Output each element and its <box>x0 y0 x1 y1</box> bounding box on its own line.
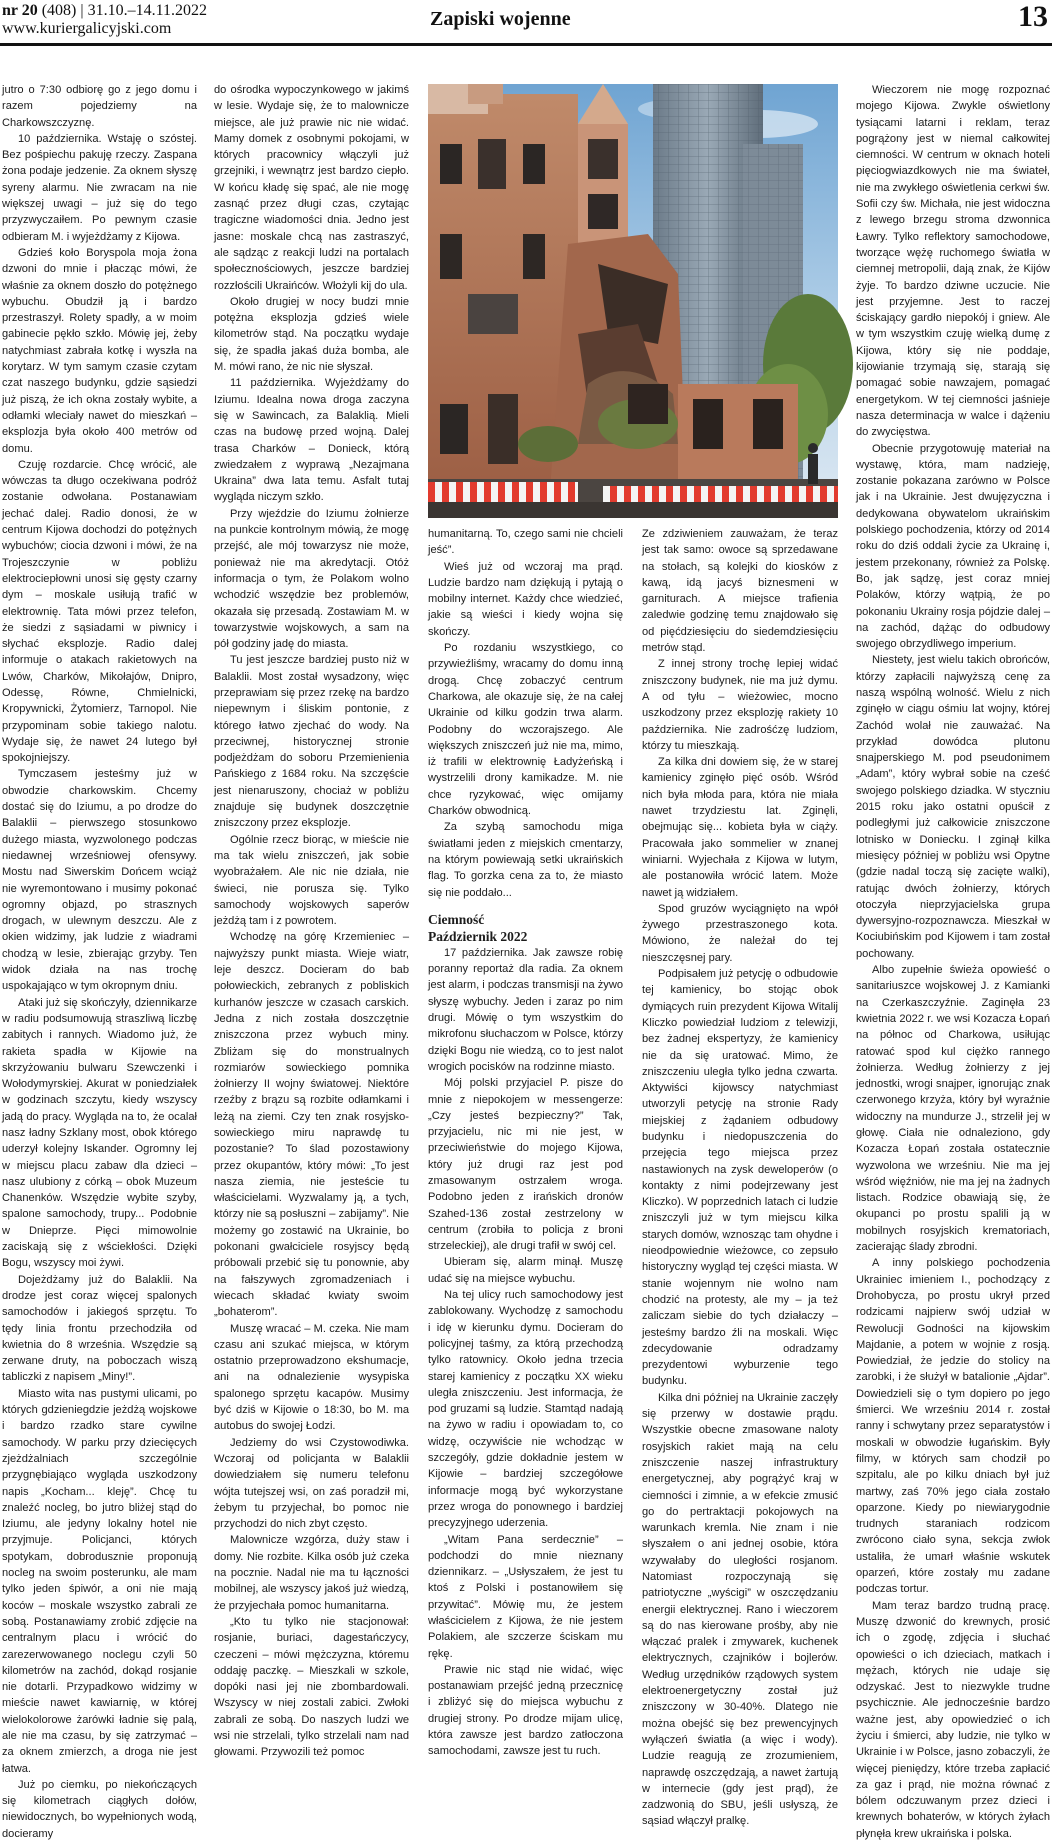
paragraph: Niestety, jest wielu takich obrońców, którzy zapłacili najwyższą cenę za naszą wspólną wolność. Wielu z nich zginęło w ciągu ośmiu lat wojny, której Zachód wolał nie zauważać. Na przykład dowódca plutonu snajperskiego M. pod pseudonimem „Adam”, który wybrał sobie na cześć swojego polskiego dziadka. W styczniu 2015 roku jako ostatni opuścił z podległymi już całkowicie zniszczone lotnisko w Doniecku. I zginął kilka miesięcy później w pobliżu wsi Opytne (gdzie nadal toczą się zacięte walki), ratując dwóch żołnierzy, których otoczyła nieprzyjacielska grupa dywersyjno-rozpoznawcza. Mieszkał w Kociubińskim pod Kijowem i tam został pochowany. <box>856 654 1050 960</box>
paragraph: Jedziemy do wsi Czystowodiwka. Wczoraj od policjanta w Balaklii dowiedziałem się numeru telefonu wójta tutejszej wsi, on zaś poradził mi, żebym tu przyjechał, bo pomoc nie przychodzi do nich zbyt często. <box>214 1436 409 1531</box>
paragraph: Mój polski przyjaciel P. pisze do mnie z niepokojem w messengerze: „Czy jesteś bezpieczny?” Tak, przyjacielu, nic mi nie jest, w przeciwieństwie do mojego Kijowa, który już drugi raz jest pod zmasowanym ostrzałem wroga. Podobno jeden z irańskich dronów Szahed-136 został zestrzelony w centrum (zrobiła to policja z broni strzeleckiej), ale drugi trafił w swój cel. <box>428 1077 623 1253</box>
paragraph: Muszę wracać – M. czeka. Nie mam czasu ani szukać miejsca, w którym ostatnio przeprowadzono ekshumacje, ani na odnalezienie wysypiska spalonego sprzętu kacapów. Musimy być dziś w Kijowie o 18:30, bo M. ma autobus do swojej Łodzi. <box>214 1322 409 1433</box>
paragraph: „Witam Pana serdecznie” – podchodzi do mnie nieznany dziennikarz. – „Usłyszałem, że jest tu ktoś z Polski i postanowiłem się przywitać”. Mówię mu, że jestem właścicielem z Kijowa, że nie jestem Polakiem, ale szczerze ściskam mu rękę. <box>428 1533 623 1660</box>
section-title: Zapiski wojenne <box>430 8 571 30</box>
war-damaged-building-photo <box>428 84 838 518</box>
paragraph: 10 października. Wstaję o szóstej. Bez pośpiechu pakuję rzeczy. Zaspana żona podaje jedzenie. Za oknem słyszę syreny alarmu. Nie zwracam na nie większej uwagi – już się do tego przyzwyczaiłem. Po pewnym czasie odbieram M. i wyjeżdżamy z Kijowa. <box>2 132 197 243</box>
page-header <box>0 0 1052 46</box>
paragraph: Miasto wita nas pustymi ulicami, po których gdzieniegdzie jeżdżą wojskowe i bardzo rzadko stare cywilne samochody. W parku przy dziecięcych zjeżdżalniach szczególnie przygnębiająco wygląda uszkodzony napis „Kocham... kleję”. Chcę tu znaleźć nocleg, bo jutro bliżej stąd do Iziumu, ale jedyny lokalny hotel nie przyjmuje. Policjanci, których spotykam, dobrodusznie proponują nocleg na swoim posterunku, ale mam tylko jeden śpiwór, a oni nie mają koców – moskale wszystko zabrali ze sobą. Postanawiamy zrobić zdjęcie na centralnym placu i wrócić do zarezerwowanego noclegu czyli 50 kilometrów na zachód, dokąd rosjanie nie dotarli. Przypadkowo widzimy w mieście nawet kawiarnię, w której wielokolorowe żarówki ładnie się palą, ale nie ma czasu, by się zatrzymać – za oknem zmierzch, a droga nie jest łatwa. <box>2 1387 197 1775</box>
paragraph: do ośrodka wypoczynkowego w jakimś w lesie. Wydaje się, że to malownicze miejsce, ale już prawie nic nie widać. Mamy domek z osobnymi pokojami, w których pracownicy włączyli już grzejniki, i wewnątrz jest bardzo ciepło. W końcu kładę się spać, ale nie mogę zasnąć przez długi czas, czytając tragiczne wiadomości dnia. Jedno jest jasne: moskale chcą nas zastraszyć, ale sądząc z reakcji ludzi na portalach społecznościowych, jeszcze bardziej rozzłościli Ukraińców. Włożyli kij do ula. <box>214 84 409 292</box>
column-5 <box>856 82 1050 1840</box>
paragraph: Ze zdziwieniem zauważam, że teraz jest tak samo: owoce są sprzedawane na stołach, są kolejki do kiosków z kawą, idą jacyś biznesmeni w garniturach. A miejsce trafienia zaledwie godzinę temu znajdowało się od pięćdziesięciu do siedemdziesięciu metrów stąd. <box>642 528 838 655</box>
paragraph: Kilka dni później na Ukrainie zaczęły się przerwy w dostawie prądu. Wszystkie obecne zmasowane naloty rosyjskich rakiet mają na celu zniszczenie naszej infrastruktury energetycznej, aby pogrążyć kraj w ciemności i zimnie, a w efekcie zmusić go do pertraktacji pokojowych na warunkach kremla. Nie znam i nie słyszałem o ani jednej osobie, która wzywałaby do uległości rosjanom. Natomiast rozpoczynają się patriotyczne „wyścigi” w oszczędzaniu energii elektrycznej. Rano i wieczorem są do nas kierowane prośby, aby nie włączać pralek i zmywarek, kuchenek elektrycznych, czajników i bojlerów. Według urzędników rządowych system elektroenergetyczny został już zniszczony w 30-40%. Dlatego nie można obejść się bez prewencyjnych wyłączeń światła (a więc i wody). Ludzie reagują ze zrozumieniem, naprawdę oszczędzają, a nawet żartują w internecie (gdy jest prąd), że zadzwonią do SBU, jeśli usłyszą, że sąsiad włączył pralkę. <box>642 1391 838 1828</box>
paragraph: Wieczorem nie mogę rozpoznać mojego Kijowa. Zwykle oświetlony tysiącami latarni i reklam, teraz pogrążony jest w niemal całkowitej ciemności. W centrum w oknach hoteli pięciogwiazdkowych nie ma świateł, nie ma zwykłego oświetlenia cerkwi św. Sofii czy św. Michała, nie jest widoczna z lewego brzegu stroma dzwonnica Ławry. Tylko reflektory samochodowe, tworzące wężę ruchomego światła w ciemnej metropolii, dają znak, że Kijów żyje. To bardzo dziwne uczucie. Nie jest przyjemne. Jest to raczej ściskający gardło niepokój i gniew. Ale w tym wszystkim czuję wielką dumę z Kijowa, który się nie poddaje, kijowianie trzymają się, starają się pomagać sobie nawzajem, pomagać energetykom. W tej ciemności jaśnieje nasza determinacja w walce i dążeniu do zwycięstwa. <box>856 84 1050 439</box>
paragraph: Obecnie przygotowuję materiał na wystawę, która, mam nadzieję, zostanie pokazana zarówno w Polsce jak i na Ukrainie. Jest dwujęzyczna i dedykowana obywatelom ukraińskim polskiego pochodzenia, którzy od 2014 roku do dziś oddali życie za Ukrainę i, jestem przekonany, również za Polskę. Bo, jak sądzę, jest coraz mniej Polaków, którzy wątpią, że po pokonaniu Ukrainy rosja pójdzie dalej – na zachód, dążąc do odbudowy swojego obrzydliwego imperium. <box>856 442 1050 651</box>
paragraph: Mam teraz bardzo trudną pracę. Muszę dzwonić do krewnych, prosić ich o zgodę, zdjęcia i słuchać opowieści o ich dzieciach, matkach i mężach, których nie udaje się odzyskać. Jest to niezwykle trudne psychicznie. Ale jednocześnie bardzo ważne jest, aby opowiedzieć o ich życiu i śmierci, aby ludzie, nie tylko w Ukrainie i w Polsce, jasno zobaczyli, że więcej pieniędzy, które trzeba zapłacić za gaz i prąd, nie można równać z bólem odczuwanym przez dzieci i krewnych bohaterów, w których żyłach płynęła krew ukraińska i polska. <box>856 1599 1050 1840</box>
subheading-line: Październik 2022 <box>428 928 528 944</box>
issue-number: nr 20 <box>2 2 38 19</box>
website-link[interactable]: www.kuriergalicyjski.com <box>2 20 172 37</box>
column-2 <box>214 82 409 1759</box>
subheading-line: Ciemność <box>428 911 485 927</box>
paragraph: Tymczasem jesteśmy już w obwodzie charkowskim. Chcemy dostać się do Iziumu, a po drodze do Balaklii – pierwszego stosunkowo dużego miasta, wyzwolonego podczas niedawnej wrześniowej ofensywy. Mostu nad Siwerskim Dońcem wciąż nie wyremontowano i musimy pokonać ogromny objazd, po strasznych drogach, w ulewnym deszczu. Ale z okien widzimy, jak ludzie z wiadrami chodzą w lesie, zbierając grzyby. Ten widok działa na nas trochę uspokajająco w tym okropnym dniu. <box>2 768 197 993</box>
paragraph: Około drugiej w nocy budzi mnie potężna eksplozja gdzieś wiele kilometrów stąd. Na początku wydaje się, że spadła jakaś duża bomba, ale M. mówi rano, że nic nie słyszał. <box>214 295 409 374</box>
column-1 <box>2 82 197 1840</box>
paragraph: Albo zupełnie świeża opowieść o sanitariuszce wojskowej J. z Kamianki na Czerkaszczyźnie. Zaginęła 23 kwietnia 2022 r. we wsi Kozacza Łopań na północ od Charkowa, usiłując ratować spod kul ciężko rannego żołnierza. Według żołnierzy z jej jednostki, wrogi snajper, ignorując znak czerwonego krzyża, który był wyraźnie widoczny na mundurze J., strzelił jej w głowę. Ciała nie odnaleziono, gdy Kozacza Łopań została ostatecznie wyzwolona we wrześniu. Nie ma jej wśród więźniów, nie ma jej na żadnych listach. Rodzice obawiają się, że okupanci po prostu spalili ją w mobilnych rosyjskich krematoriach, zacierając ślady zbrodni. <box>856 964 1050 1254</box>
paragraph: Po rozdaniu wszystkiego, co przywieźliśmy, wracamy do domu inną drogą. Chcę zobaczyć centrum Charkowa, ale okazuje się, że na całej Ukrainie od kilku godzin trwa alarm. Podobny do wczorajszego. Ale większych zniszczeń już nie ma, mimo, iż trafili w elektrownię Ładyżeńską i wystrzelili drony kamikadze. M. nie chce ryzykować, więc omijamy Charków obwodnicą. <box>428 642 623 818</box>
paragraph: Dojeżdżamy już do Balaklii. Na drodze jest coraz więcej spalonych samochodów i jakiegoś sprzętu. To tędy linia frontu przechodziła od kwietnia do 8 września. Wszędzie są zerwane druty, na poboczach wiszą tabliczki z napisem „Miny!”. <box>2 1273 197 1384</box>
paragraph: Spod gruzów wyciągnięto na wpół żywego przestraszonego kota. Mówiono, że należał do tej nieszczęsnej pary. <box>642 902 838 964</box>
paragraph: Podpisałem już petycję o odbudowie tej kamienicy, bo stojąc obok dymiących ruin prezydent Kijowa Witalij Kliczko powiedział ludziom z telewizji, bez żadnej ekspertyzy, że kamienicy nie da się uratować. Mimo, że zniszczeniu uległa tylko jedna czwarta. Aktywiści kijowscy natychmiast utworzyli petycję na stronie Rady miejskiej z żądaniem odbudowy budynku i niedopuszczenia do przejęcia tego miejsca przez nastawionych na zysk deweloperów (o kontakty z nimi podejrzewany jest Kliczko). W poprzednich latach ci ludzie zniszczyli już w tym miejscu kilka starych domów, wznosząc tam ohydne i nieodpowiednie wieżowce, co zepsuło historyczny wygląd tej części miasta. W stanie wojennym nie wolno nam chodzić na protesty, ale my – ja też zaliczam siebie do tych działaczy – jesteśmy bardzo źli na moskali. Więc zdecydowanie odradzamy prezydentowi wyburzenie tego budynku. <box>642 968 838 1388</box>
paragraph: „Kto tu tylko nie stacjonował: rosjanie, buriaci, dagestańczycy, czeczeni – mówi mężczyzna, któremu oddaję paczkę. – Mieszkali w szkole, dopóki nasi jej nie zbombardowali. Wszyscy w niej zostali zabici. Zwłoki zabrali ze sobą. Do naszych ludzi we wsi nie strzelali, tylko strzelali nam nad głowami. Przywozili też pomoc <box>214 1615 409 1759</box>
header-rule <box>0 43 1052 46</box>
paragraph: A inny polskiego pochodzenia Ukrainiec imieniem I., pochodzący z Drohobycza, po prostu ukrył przed rodzicami najpierw swój udział w Rewolucji Godności na kijowskim Majdanie, a potem w wojnie z rosją. Powiedział, że jedzie do stolicy na zarobki, i że służył w batalionie „Ajdar”. Dowiedzieli się o tym dopiero po jego śmierci. We wrześniu 2014 r. został ranny i schwytany przez separatystów i moskali w obwodzie ługańskim. Były filmy, w których sam chodził po szpitalu, ale po kilku dniach był już martwy, zaś 70% jego ciała zostało oparzone. Kiedy po niewiarygodnie trudnych staraniach rodzicom zwrócono ciało syna, sekcja zwłok ustaliła, że umarł właśnie wskutek oparzeń, które zostały mu zadane podczas tortur. <box>856 1257 1050 1596</box>
paragraph: Prawie nic stąd nie widać, więc postanawiam przejść jedną przecznicę i zbliżyć się do miejsca wybuchu z drugiej strony. Po drodze mijam ulicę, która zawsze jest bardzo zatłoczona samochodami, zawsze jest tu ruch. <box>428 1663 623 1758</box>
paragraph: Czuję rozdarcie. Chcę wrócić, ale wówczas ta długo oczekiwana podróż zostanie odwołana. Postanawiam jechać dalej. Radio donosi, że w centrum Kijowa dochodzi do potężnych wybuchów; ciocia dzwoni i mówi, że na Trojeszczynie w pobliżu elektrociepłowni unosi się gęsty czarny dym – moskale usiłują trafić w elektrownię. Tata mówi przez telefon, że siedzi z sąsiadami w piwnicy i słychać eksplozje. Radio dalej informuje o atakach rakietowych na Lwów, Charków, Mikołajów, Dnipro, Odessę, Równe, Chmielnicki, Kropywnicki, Żytomierz, Tarnopol. Nie przypominam sobie takiego nalotu. Wydaje się, że nawet 24 lutego był spokojniejszy. <box>2 458 197 765</box>
paragraph: jutro o 7:30 odbiorę go z jego domu i razem pojedziemy na Charkowszczyznę. <box>2 84 197 129</box>
paragraph: Z innej strony trochę lepiej widać zniszczony budynek, nie ma już dymu. A od tyłu – wieżowiec, mocno uszkodzony przez eksplozję rakiety 10 października. Nie zadrośćzę ludziom, którzy tu mieszkają. <box>642 658 838 752</box>
paragraph: Wieś już od wczoraj ma prąd. Ludzie bardzo nam dziękują i pytają o mobilny internet. Każdy chce wiedzieć, jakie są wieści i kiedy wojna się skończy. <box>428 560 623 638</box>
paragraph: Już po ciemku, po niekończących się kilometrach ciągłych dołów, niewidocznych, bo wypełnionych wodą, docieramy <box>2 1778 197 1840</box>
column-3 <box>428 526 623 1758</box>
paragraph: Gdzieś koło Boryspola moja żona dzwoni do mnie i płacząc mówi, że właśnie za oknem doszło do potężnego wybuchu. Obudził ją i bardzo przestraszył. Rolety spadły, a w moim gabinecie pękło szkło. Mówię jej, żeby natychmiast zabrała kotkę i wyszła na korytarz. W tym samym czasie czytam czat naszego budynku, gdzie sąsiedzi już piszą, że ich okna zostały wybite, a odłamki wleciały nawet do mieszkań – eksplozja była około 400 metrów od domu. <box>2 246 197 455</box>
paragraph: 17 października. Jak zawsze robię poranny reportaż dla radia. Za oknem jest alarm, i podczas transmisji na żywo słyszę wybuchy. Jeden i zaraz po nim drugi. Mówię o tym wszystkim do mikrofonu słuchaczom w Polsce, którzy dzięki Bogu nie wiedzą, co to jest nalot wrogich pocisków na rodzinne miasto. <box>428 946 623 1073</box>
paragraph: Wchodzę na górę Krzemieniec – najwyższy punkt miasta. Wieje wiatr, leje deszcz. Docieram do bab połowieckich, zebranych z pobliskich kurhanów jeszcze w czasach carskich. Jedna z nich została doszczętnie zniszczona przez wybuch miny. Zbliżam się do monstrualnych rozmiarów sowieckiego pomnika żołnierzy II wojny światowej. Niektóre rzeźby z brązu są rozbite odłamkami i leżą na ziemi. Czy ten znak rosyjsko-sowieckiego miru naprawdę tu pozostanie? To ślad pozostawiony przez okupantów, który mówi: „To jest nasza ziemia, nie jesteście tu właścicielami. Wyzwalamy ją, a tych, którzy nie są posłuszni – zabijamy”. Nie możemy go zostawić na Ukrainie, bo pokonani gwałciciele rosyjscy będą próbowali przebić się tu ponownie, aby na fałszywych zgromadzeniach i wiecach składać kwiaty swoim „bohaterom”. <box>214 931 409 1319</box>
paragraph: Ogólnie rzecz biorąc, w mieście nie ma tak wielu zniszczeń, jak sobie wyobrażałem. Ale nic nie działa, nie świeci, nie porusza się. Tylko samochody wojskowych saperów jeżdżą tam i z powrotem. <box>214 833 409 928</box>
paragraph: Za szybą samochodu miga światłami jeden z miejskich cmentarzy, na którym powiewają setki ukraińskich flag. To gorzka cena za to, że miasto się nie poddało... <box>428 821 623 899</box>
paragraph: Tu jest jeszcze bardziej pusto niż w Balaklii. Most został wysadzony, więc przeprawiam się przez rzekę na bardzo niepewnym i śliskim pontonie, z którego łatwo zjechać do wody. Na przeciwnej, historycznej stronie podjeżdżam do soboru Przemienienia Pańskiego z 1684 roku. Na szczęście jest nienaruszony, chociaż w pobliżu znajduje się budynek doszczętnie zniszczony przez eksplozje. <box>214 654 409 830</box>
paragraph: Ubieram się, alarm minął. Muszę udać się na miejsce wybuchu. <box>428 1256 623 1285</box>
paragraph: Ataki już się skończyły, dziennikarze w radiu podsumowują straszliwą liczbę zabitych i rannych. Wiadomo już, że rakieta spadła w Kijowie na skrzyżowaniu bulwaru Szewczenki i Wołodymyrskiej. Akurat w poniedziałek w godzinach szczytu, kiedy wszyscy jadą do pracy. Wygląda na to, że ocalał nasz ładny Szklany most, obok którego uderzył kolejny Iskander. Ogromny lej w miejscu placu zabaw dla dzieci – nasz ulubiony z córką – obok Muzeum Chanenków. Wszędzie wybite szyby, spalone samochody, trupy... Podobnie w Dnieprze. Pięci mimowolnie zaciskają się z wściekłości. Dzięki Bogu, wszyscy moi żywi. <box>2 996 197 1270</box>
paragraph: 11 października. Wyjeżdżamy do Iziumu. Idealna nowa droga zaczyna się w Sawincach, za Balaklią. Mieli czas na budowę przed wojną. Dalej trasa Charków – Donieck, którą zwiedzałem z wyprawą „Nezajmana Ukraina” dwa lata temu. Asfalt tutaj wygląda niczym szkło. <box>214 377 409 504</box>
column-4 <box>642 526 838 1828</box>
paragraph: Malownicze wzgórza, duży staw i domy. Nie rozbite. Kilka osób już czeka na pocznie. Nadal nie ma tu łączności mobilnej, ale wszyscy jakoś już wiedzą, że przyjechała pomoc humanitarna. <box>214 1534 409 1612</box>
paragraph: Przy wjeździe do Iziumu żołnierze na punkcie kontrolnym mówią, że mogę przejść, ale mój towarzysz nie może, ponieważ nie ma akredytacji. Otóż informacja o tym, że Polakom wolno wchodzić wszędzie bez problemów, okazała się przesadą. Zostawiam M. w towarzystwie wojskowych, a sam na pół godziny jadę do miasta. <box>214 507 409 651</box>
paragraph: Za kilka dni dowiem się, że w starej kamienicy zginęło pięć osób. Wśród nich była młoda para, która nie miała nawet trzydziestu lat. Zginęli, obejmując się... kobieta była w ciąży. Pracowała jako sommelier w znanej winiarni. Wyjechała z Kijowa w lutym, ale postanowiła wrócić latem. Może nawet ją widziałem. <box>642 756 838 899</box>
subheading <box>428 911 623 945</box>
paragraph: humanitarną. To, czego sami nie chcieli jeść”. <box>428 528 623 557</box>
issue-dates: (408) | 31.10.–14.11.2022 <box>37 2 207 19</box>
page-number: 13 <box>1018 0 1048 33</box>
issue-info <box>2 2 207 19</box>
paragraph: Na tej ulicy ruch samochodowy jest zablokowany. Wychodzę z samochodu i idę w kierunku dymu. Docieram do policyjnej taśmy, za którą przechodzą tylko ratownicy. Około jedna trzecia starej kamienicy z początku XX wieku uległa zniszczeniu. Jest informacja, że pod gruzami są ludzie. Stamtąd nadają na żywo w radiu i opowiadam to, co widzę, oczywiście nie wchodząc w szczegóły, gdzie dokładnie jestem w Kijowie – bardziej szczegółowe informacje mogą być wykorzystane przez wroga do ponownego i bardziej precyzyjnego uderzenia. <box>428 1289 623 1530</box>
